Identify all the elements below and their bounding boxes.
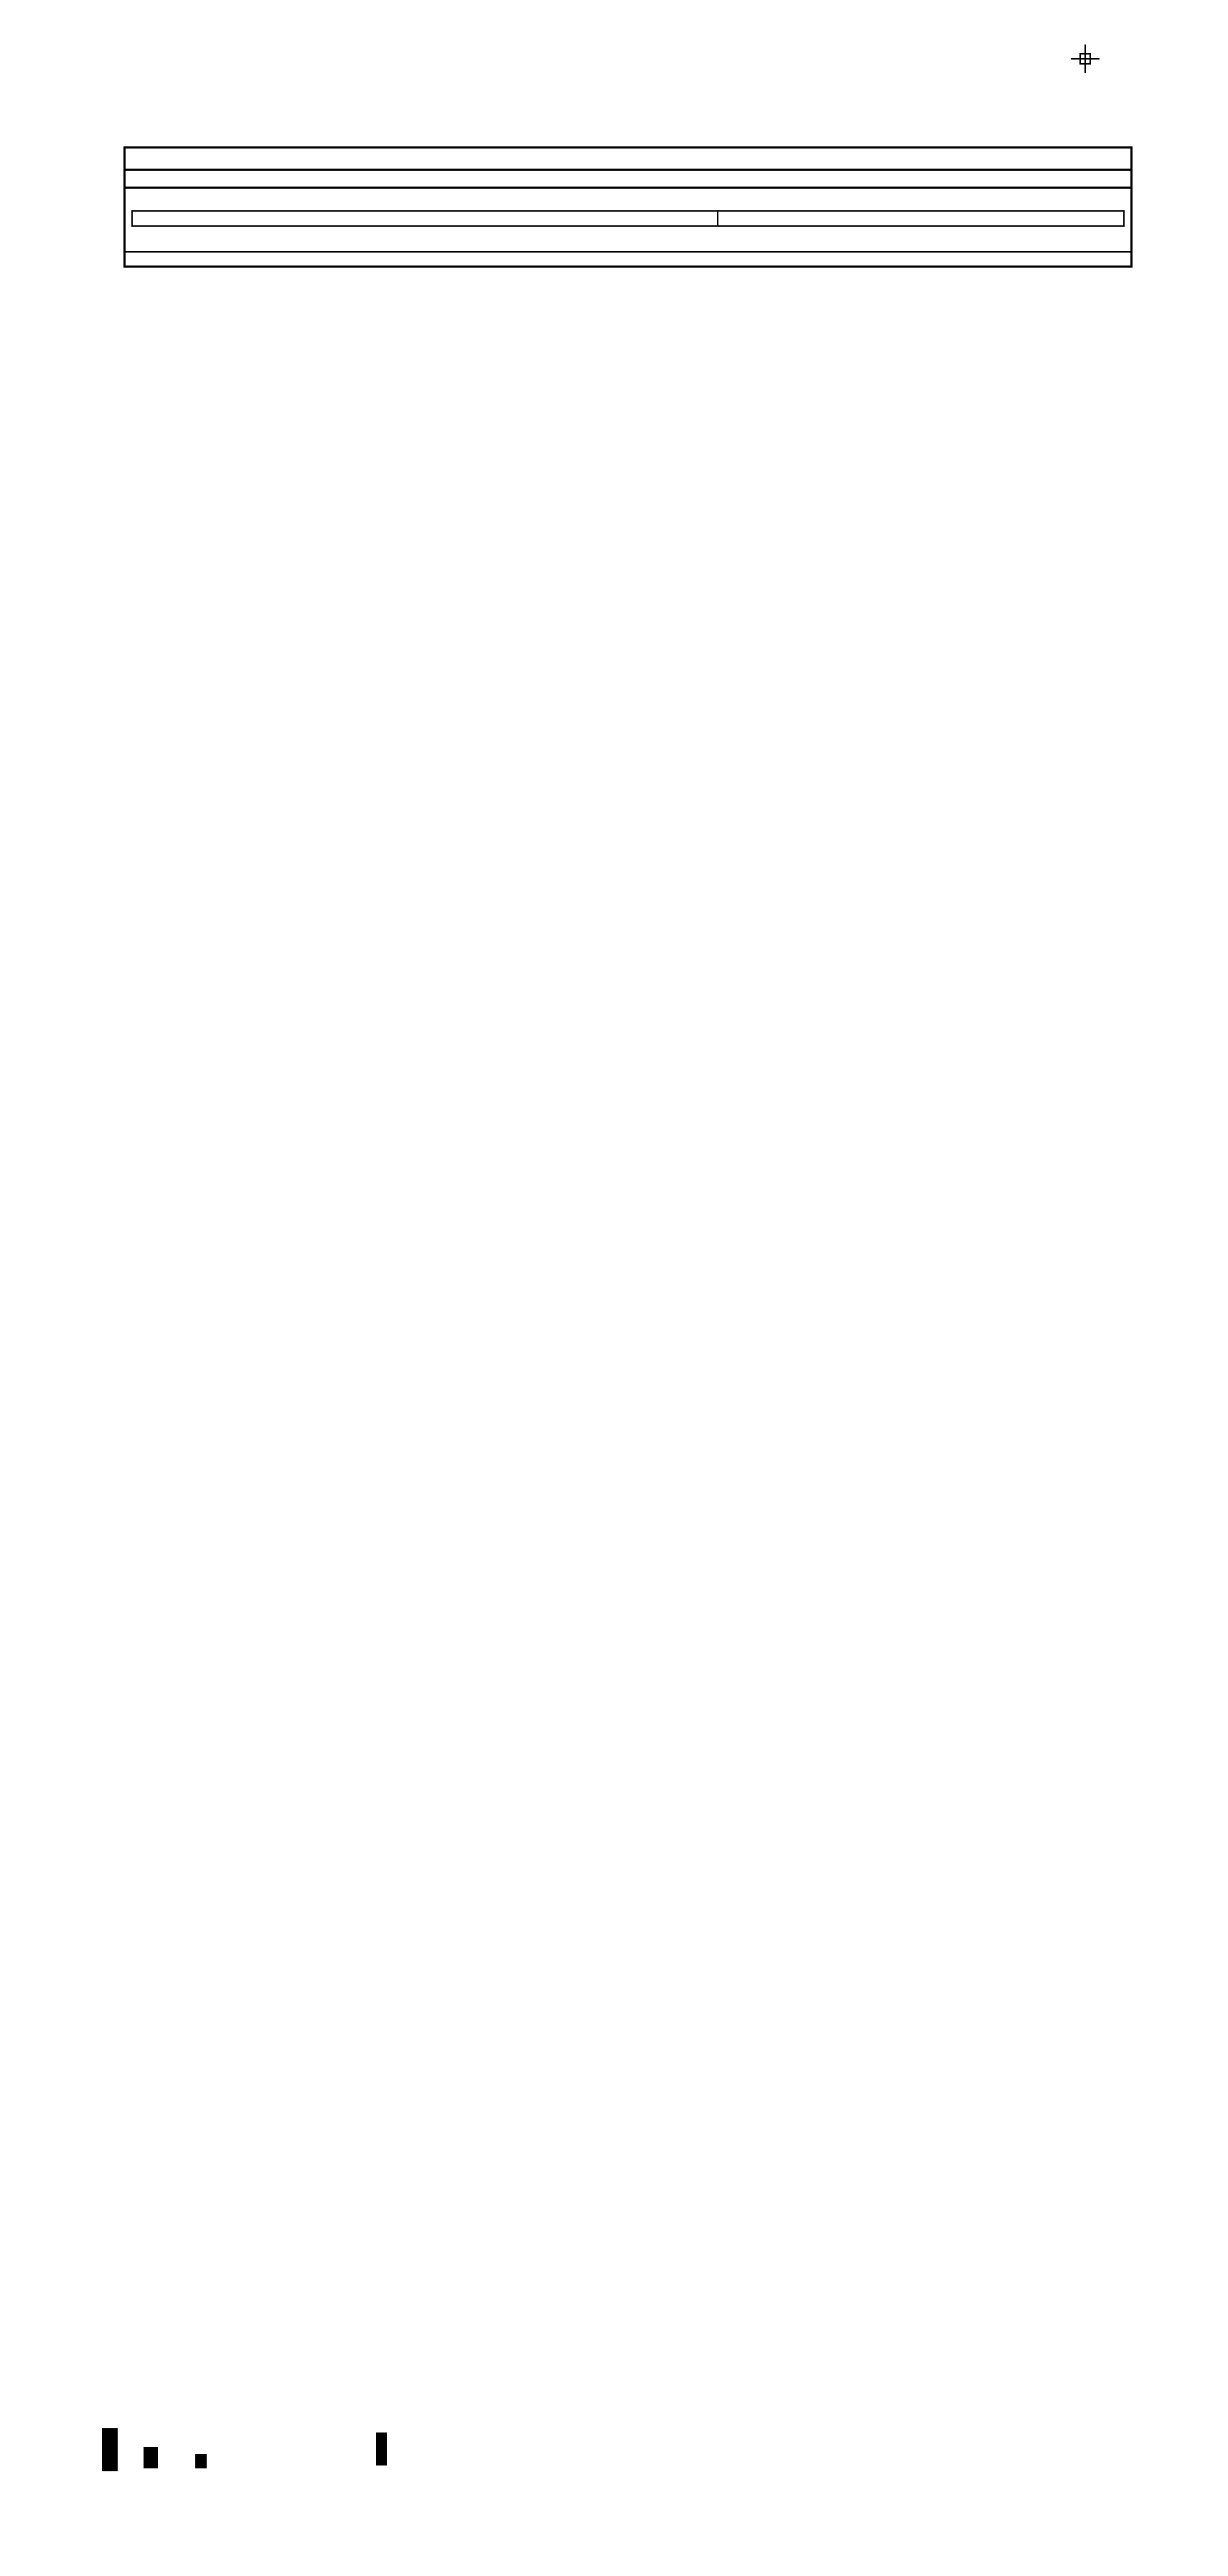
instructions-box <box>131 210 1125 227</box>
ballot-id-mark <box>102 2428 118 2471</box>
voter-fraud-notice <box>126 251 1130 265</box>
mistake-section <box>126 227 1130 251</box>
timing-marks-right <box>1175 154 1198 2450</box>
county-header <box>123 146 1133 171</box>
ballot-id-mark <box>376 2432 387 2465</box>
timing-marks-left <box>29 154 52 2450</box>
to-vote-section <box>133 212 717 225</box>
registration-crosshair-icon <box>1071 44 1100 73</box>
ballot-type-banner <box>123 171 1133 189</box>
ballot-id-mark <box>195 2454 207 2468</box>
ballot-content <box>123 146 1133 273</box>
ballot-id-mark <box>144 2447 158 2468</box>
ballot-main-box <box>123 189 1133 268</box>
warning-section <box>717 212 1123 225</box>
